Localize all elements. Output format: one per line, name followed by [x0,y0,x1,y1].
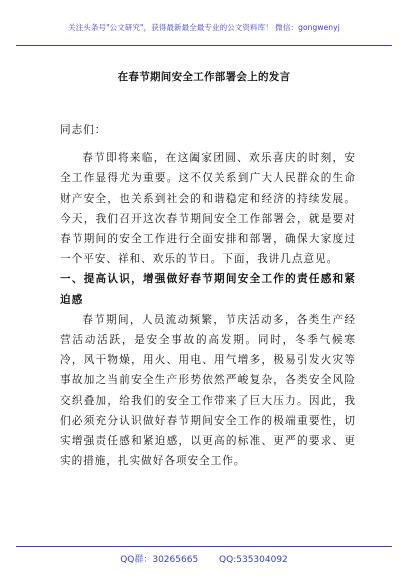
section-heading: 一、提高认识，增强做好春节期间安全工作的责任感和紧迫感 [60,273,356,306]
footer [0,552,408,565]
document-body [60,120,356,471]
footer-qq-group: QQ群：30265665 [120,555,199,565]
body-paragraph: 春节即将来临，在这阖家团圆、欢乐喜庆的时刻，安全工作显得尤为重要。这不仅关系到广大人民群众的生命财产安全，也关系到社会的和谐稳定和经济的持续发展。今天，我们召开这次春节期间安全工作部署会，就是要对春节期间的安全工作进行全面安排和部署，确保大家度过一个平安、祥和、欢乐的节日。下面，我讲几点意见。 [60,152,356,266]
body-paragraph: 春节期间，人员流动频繁，节庆活动多，各类生产经营活动活跃，是安全事故的高发期。同时，冬季气候寒冷，风干物燥，用火、用电、用气增多，极易引发火灾等事故加之当前安全生产形势依然严峻复杂，各类安全风险交织叠加，给我们的安全工作带来了巨大压力。因此，我们必须充分认识做好春节期间安全工作的极端重要性，切实增强责任感和紧迫感，以更高的标准、更严的要求、更实的措施，扎实做好各项安全工作。 [60,313,356,468]
header-divider [16,45,392,46]
footer-qq: QQ:535304092 [219,555,288,565]
footer-divider [16,546,392,547]
salutation: 同志们： [60,124,107,136]
header-banner: 关注头条号"公文研究"，获得最新最全最专业的公文资料库！ 微信：gongwenyj [68,23,340,32]
document-title: 在春节期间安全工作部署会上的发言 [117,71,291,83]
